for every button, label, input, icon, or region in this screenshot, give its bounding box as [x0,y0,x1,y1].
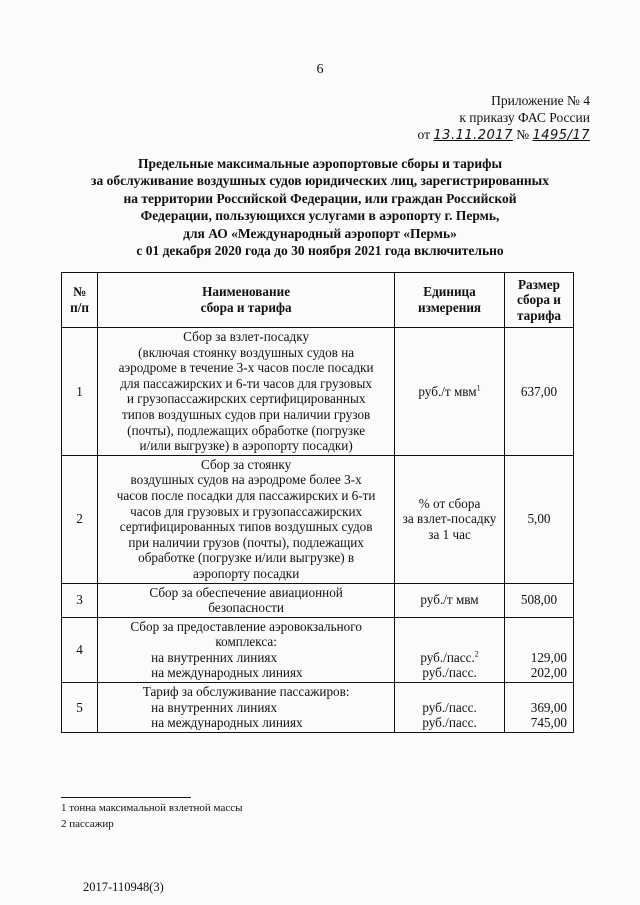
footnote: 1 тонна максимальной взлетной массы [61,802,243,814]
appendix-from: от [417,127,431,142]
title-line: за обслуживание воздушных судов юридических лиц, зарегистрированных [91,173,549,189]
row-num: 4 [62,617,98,682]
row-name: Сбор за стоянку воздушных судов на аэродроме более 3-х часов после посадки для пассажирских и 6-ти часов для грузовых и грузопассажирских сертифицированных типов воздушных судов при наличии грузов (почты), подлежащих обработке (погрузке и/или выгрузке) в аэропорту посадки [98,455,395,583]
table-row [62,683,574,733]
row-unit: руб./пасс. руб./пасс. [395,683,505,733]
row-unit: % от сбора за взлет-посадку за 1 час [395,455,505,583]
appendix-order-ref: к приказу ФАС России [459,110,590,125]
title-line: на территории Российской Федерации, или граждан Российской [123,190,517,206]
footnote-divider [61,797,191,798]
table-row [62,328,574,456]
row-name: Сбор за предоставление аэровокзального комплекса: на внутренних линиях на международных линиях [98,617,395,682]
fees-table [61,272,574,733]
document-code: 2017-110948(3) [83,880,164,894]
footnotes [61,800,242,832]
table-row [62,455,574,583]
row-num: 1 [62,328,98,456]
appendix-title: Приложение № 4 [491,93,590,108]
row-num: 5 [62,683,98,733]
row-value: 369,00 745,00 [504,683,573,733]
row-name: Тариф за обслуживание пассажиров: на внутренних линиях на международных линиях [98,683,395,733]
row-unit: руб./пасс.$^2$ руб./пасс. [395,617,505,682]
appendix-date-line [380,126,590,144]
table-header-row [62,273,574,328]
footnote-ref: 2 [474,649,479,659]
header-name: Наименование сбора и тарифа [98,273,395,328]
appendix-date: 13.11.2017 [433,128,513,143]
row-value: 5,00 [504,455,573,583]
row-value: 129,00 202,00 [504,617,573,682]
title-line: для АО «Международный аэропорт «Пермь» [183,225,457,241]
title-line: Предельные максимальные аэропортовые сборы и тарифы [137,156,502,171]
document-title [40,155,600,259]
row-value: 637,00 [504,328,573,456]
header-num: № п/п [62,273,98,328]
header-value: Размер сбора и тарифа [504,273,573,328]
row-num: 2 [62,455,98,583]
row-value: 508,00 [504,583,573,617]
footnote-ref: 1 [476,383,481,393]
footnote: 2 пассажир [61,818,114,830]
appendix-header [380,92,590,144]
title-line: Федерации, пользующихся услугами в аэропорту г. Пермь, [140,208,500,224]
row-name: Сбор за обеспечение авиационной безопасности [98,583,395,617]
table-row [62,583,574,617]
row-unit: руб./т мвм$^1$ [395,328,505,456]
appendix-number: 1495/17 [532,128,590,143]
appendix-num-sign: № [516,127,530,142]
row-num: 3 [62,583,98,617]
page-number: 6 [316,62,324,77]
row-unit: руб./т мвм [395,583,505,617]
title-line: с 01 декабря 2020 года до 30 ноября 2021 года включительно [136,243,504,259]
row-name: Сбор за взлет-посадку (включая стоянку воздушных судов на аэродроме в течение 3-х часов после посадки для пассажирских и 6-ти часов для грузовых и грузопассажирских сертифицированных типов воздушных судов при наличии грузов (почты), подлежащих обработке (погрузке и/или выгрузке) в аэропорту посадки) [98,328,395,456]
header-unit: Единица измерения [395,273,505,328]
table-row [62,617,574,682]
